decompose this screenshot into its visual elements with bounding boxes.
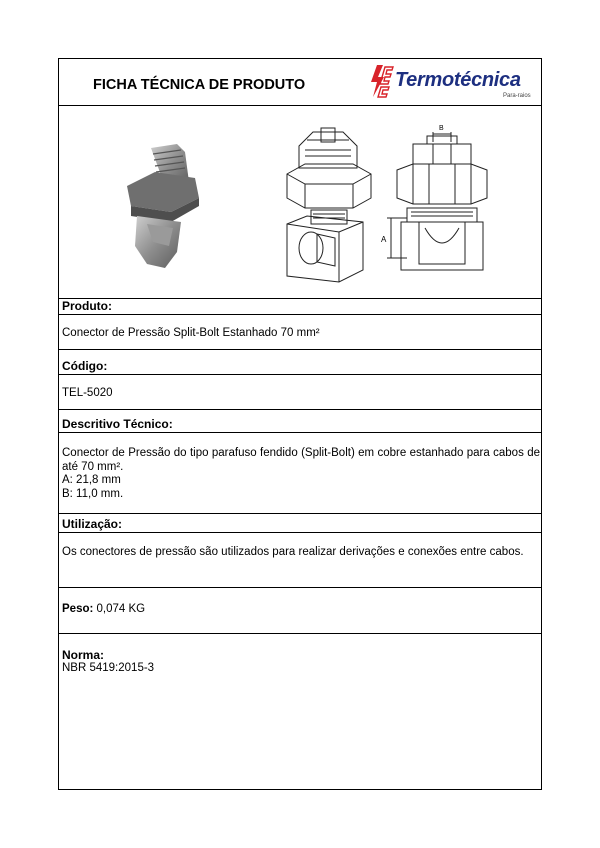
- dimension-b-label: B: [439, 125, 444, 132]
- dimension-a-label: A: [381, 235, 387, 244]
- connector-photo: [107, 142, 217, 272]
- produto-rule: [59, 314, 541, 315]
- norma-top-rule: [59, 633, 541, 634]
- produto-value: Conector de Pressão Split-Bolt Estanhado 70 mm²: [62, 327, 320, 339]
- peso-label: Peso:: [62, 603, 94, 615]
- descritivo-label: Descritivo Técnico:: [62, 417, 173, 431]
- utilizacao-top-rule: [59, 513, 541, 514]
- norma-value: NBR 5419:2015-3: [62, 662, 155, 674]
- brand-name: Termotécnica: [395, 69, 521, 91]
- utilizacao-label: Utilização:: [62, 517, 123, 531]
- produto-label: Produto:: [62, 299, 112, 313]
- utilizacao-text: Os conectores de pressão são utilizados para realizar derivações e conexões entre cabos.: [62, 546, 524, 558]
- peso-value: 0,074 KG: [96, 603, 146, 615]
- technical-drawing-isometric: [277, 120, 377, 290]
- codigo-rule: [59, 374, 541, 375]
- technical-drawing-front: [377, 118, 517, 288]
- descritivo-rule: [59, 432, 541, 433]
- peso-row: [62, 603, 145, 615]
- sheet-header: [59, 59, 541, 106]
- brand-tagline: Para-raios: [503, 93, 531, 99]
- codigo-value: TEL-5020: [62, 387, 113, 399]
- codigo-label: Código:: [62, 359, 108, 373]
- descritivo-dim-a: A: 21,8 mm: [62, 474, 121, 486]
- brand-logo: [367, 63, 539, 103]
- utilizacao-rule: [59, 532, 541, 533]
- product-sheet: [58, 58, 542, 790]
- lightning-logo-icon: [367, 63, 397, 103]
- peso-top-rule: [59, 587, 541, 588]
- descritivo-dim-b: B: 11,0 mm.: [62, 488, 124, 500]
- descritivo-top-rule: [59, 409, 541, 410]
- product-images: [59, 106, 541, 299]
- norma-label: Norma:: [62, 648, 105, 662]
- descritivo-text: Conector de Pressão do tipo parafuso fendido (Split-Bolt) em cobre estanhado para cabos de até 70 mm².: [62, 447, 540, 473]
- sheet-title: FICHA TÉCNICA DE PRODUTO: [93, 77, 306, 93]
- codigo-top-rule: [59, 349, 541, 350]
